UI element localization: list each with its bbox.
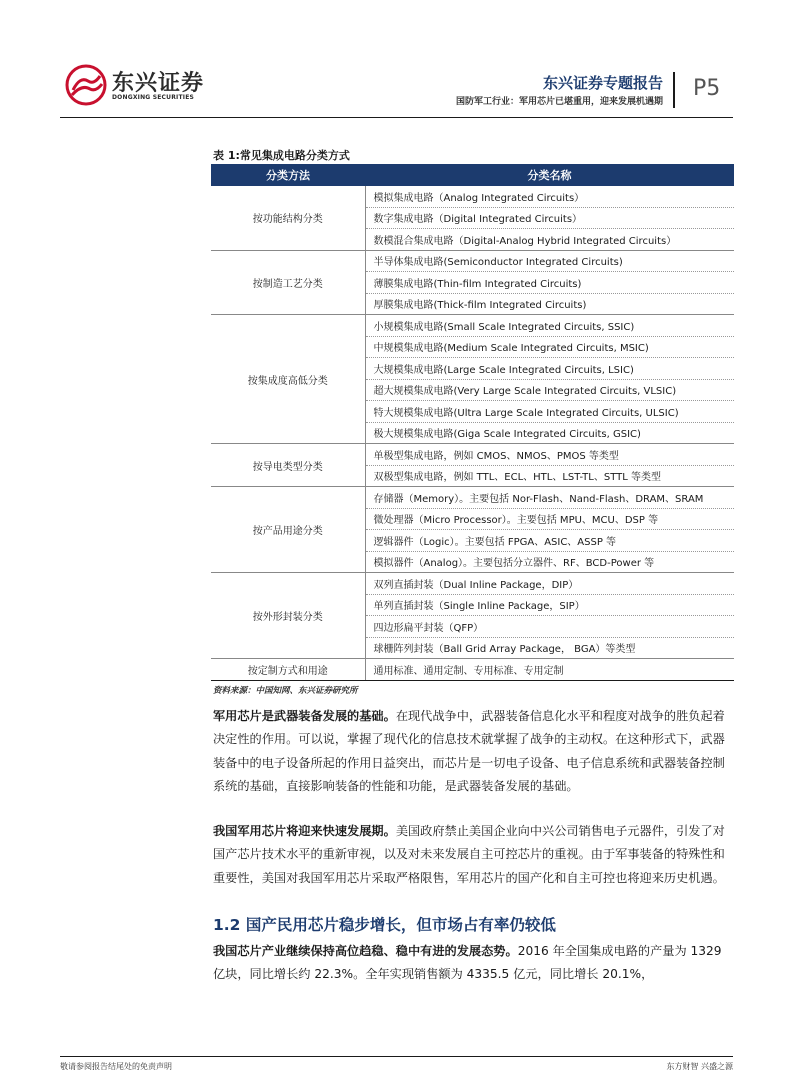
- name-cell: 存储器（Memory）。主要包括 Nor-Flash、Nand-Flash、DRAM、SRAM: [365, 487, 734, 509]
- table-row: [211, 573, 734, 595]
- company-logo: [64, 64, 214, 106]
- name-cell: 模拟器件（Analog）。主要包括分立器件、RF、BCD-Power 等: [365, 551, 734, 573]
- name-cell: 中规模集成电路(Medium Scale Integrated Circuits, MSIC): [365, 336, 734, 358]
- column-header-method: 分类方法: [211, 164, 365, 186]
- name-cell: 双列直插封装（Dual Inline Package，DIP）: [365, 573, 734, 595]
- name-cell: 逻辑器件（Logic）。主要包括 FPGA、ASIC、ASSP 等: [365, 530, 734, 552]
- table-row: [211, 659, 734, 681]
- table-caption: 表 1:常见集成电路分类方式: [213, 149, 350, 162]
- name-cell: 厚膜集成电路(Thick-film Integrated Circuits): [365, 293, 734, 315]
- table-row: [211, 444, 734, 466]
- name-cell: 超大规模集成电路(Very Large Scale Integrated Circuits, VLSIC): [365, 379, 734, 401]
- name-cell: 数字集成电路（Digital Integrated Circuits）: [365, 207, 734, 229]
- section-heading: 1.2 国产民用芯片稳步增长，但市场占有率仍较低: [213, 916, 556, 934]
- table-row: [211, 186, 734, 207]
- header-rule: [60, 117, 733, 118]
- paragraph-lead: 我国军用芯片将迎来快速发展期。: [213, 824, 396, 838]
- method-cell: 按产品用途分类: [211, 487, 365, 573]
- name-cell: 单列直插封装（Single Inline Package，SIP）: [365, 594, 734, 616]
- paragraph-lead: 军用芯片是武器装备发展的基础。: [213, 709, 396, 723]
- footer-rule: [60, 1056, 733, 1057]
- name-cell: 半导体集成电路(Semiconductor Integrated Circuits): [365, 250, 734, 272]
- name-cell: 单极型集成电路，例如 CMOS、NMOS、PMOS 等类型: [365, 444, 734, 466]
- method-cell: 按导电类型分类: [211, 444, 365, 487]
- name-cell: 特大规模集成电路(Ultra Large Scale Integrated Circuits, ULSIC): [365, 401, 734, 423]
- name-cell: 大规模集成电路(Large Scale Integrated Circuits, LSIC): [365, 358, 734, 380]
- table-row: [211, 250, 734, 272]
- paragraph-lead: 我国芯片产业继续保持高位趋稳、稳中有进的发展态势。: [213, 944, 518, 958]
- name-cell: 模拟集成电路（Analog Integrated Circuits）: [365, 186, 734, 207]
- paragraph-military-chip-basis: [213, 705, 735, 799]
- table-row: [211, 487, 734, 509]
- logo-english-name: DONGXING SECURITIES: [112, 94, 195, 101]
- table-header-row: [211, 164, 734, 186]
- paragraph-text: 美国政府禁止美国企业向中兴公司销售电子元器件，引发了对国产芯片技术水平的重新审视，以及对未来发展自主可控芯片的重视。由于军事装备的特殊性和重要性，美国对我国军用芯片采取严格限售，军用芯片的国产化和自主可控也将迎来历史机遇。: [213, 824, 725, 885]
- name-cell: 四边形扁平封装（QFP）: [365, 616, 734, 638]
- name-cell: 薄膜集成电路(Thin-film Integrated Circuits): [365, 272, 734, 294]
- table-row: [211, 315, 734, 337]
- method-cell: 按定制方式和用途: [211, 659, 365, 681]
- name-cell: 数模混合集成电路（Digital-Analog Hybrid Integrated Circuits）: [365, 229, 734, 251]
- name-cell: 通用标准、通用定制、专用标准、专用定制: [365, 659, 734, 681]
- footer-disclaimer: 敬请参阅报告结尾处的免责声明: [60, 1062, 172, 1071]
- page-header: [0, 0, 793, 125]
- name-cell: 双极型集成电路，例如 TTL、ECL、HTL、LST-TL、STTL 等类型: [365, 465, 734, 487]
- table-source-note: 资料来源：中国知网、东兴证券研究所: [213, 686, 358, 696]
- paragraph-industry-trend: [213, 940, 735, 987]
- footer-slogan: 东方财智 兴盛之源: [666, 1062, 733, 1071]
- method-cell: 按功能结构分类: [211, 186, 365, 250]
- method-cell: 按集成度高低分类: [211, 315, 365, 444]
- logo-chinese-name: 东兴证券: [112, 71, 205, 96]
- method-cell: 按外形封装分类: [211, 573, 365, 659]
- name-cell: 微处理器（Micro Processor）。主要包括 MPU、MCU、DSP 等: [365, 508, 734, 530]
- paragraph-rapid-development: [213, 820, 735, 890]
- method-cell: 按制造工艺分类: [211, 250, 365, 315]
- classification-table: [211, 164, 734, 681]
- paragraph-text: 2016 年全国集成电路的产量为 1329 亿块，同比增长约 22.3%。全年实现销售额为 4335.5 亿元，同比增长 20.1%，: [213, 944, 722, 982]
- column-header-name: 分类名称: [365, 164, 734, 186]
- logo-emblem-icon: [64, 64, 108, 106]
- report-title: 东兴证券专题报告: [542, 74, 663, 92]
- report-subtitle: 国防军工行业：军用芯片已堪重用，迎来发展机遇期: [455, 97, 663, 107]
- name-cell: 极大规模集成电路(Giga Scale Integrated Circuits, GSIC): [365, 422, 734, 444]
- paragraph-text: 在现代战争中，武器装备信息化水平和程度对战争的胜负起着决定性的作用。可以说，掌握了现代化的信息技术就掌握了战争的主动权。在这种形式下，武器装备中的电子设备所起的作用日益突出，而芯片是一切电子设备、电子信息系统和武器装备控制系统的基础，直接影响装备的性能和功能，是武器装备发展的基础。: [213, 709, 725, 794]
- name-cell: 小规模集成电路(Small Scale Integrated Circuits, SSIC): [365, 315, 734, 337]
- header-divider: [673, 72, 675, 108]
- page-number: P5: [693, 76, 721, 101]
- name-cell: 球栅阵列封装（Ball Grid Array Package， BGA）等类型: [365, 637, 734, 659]
